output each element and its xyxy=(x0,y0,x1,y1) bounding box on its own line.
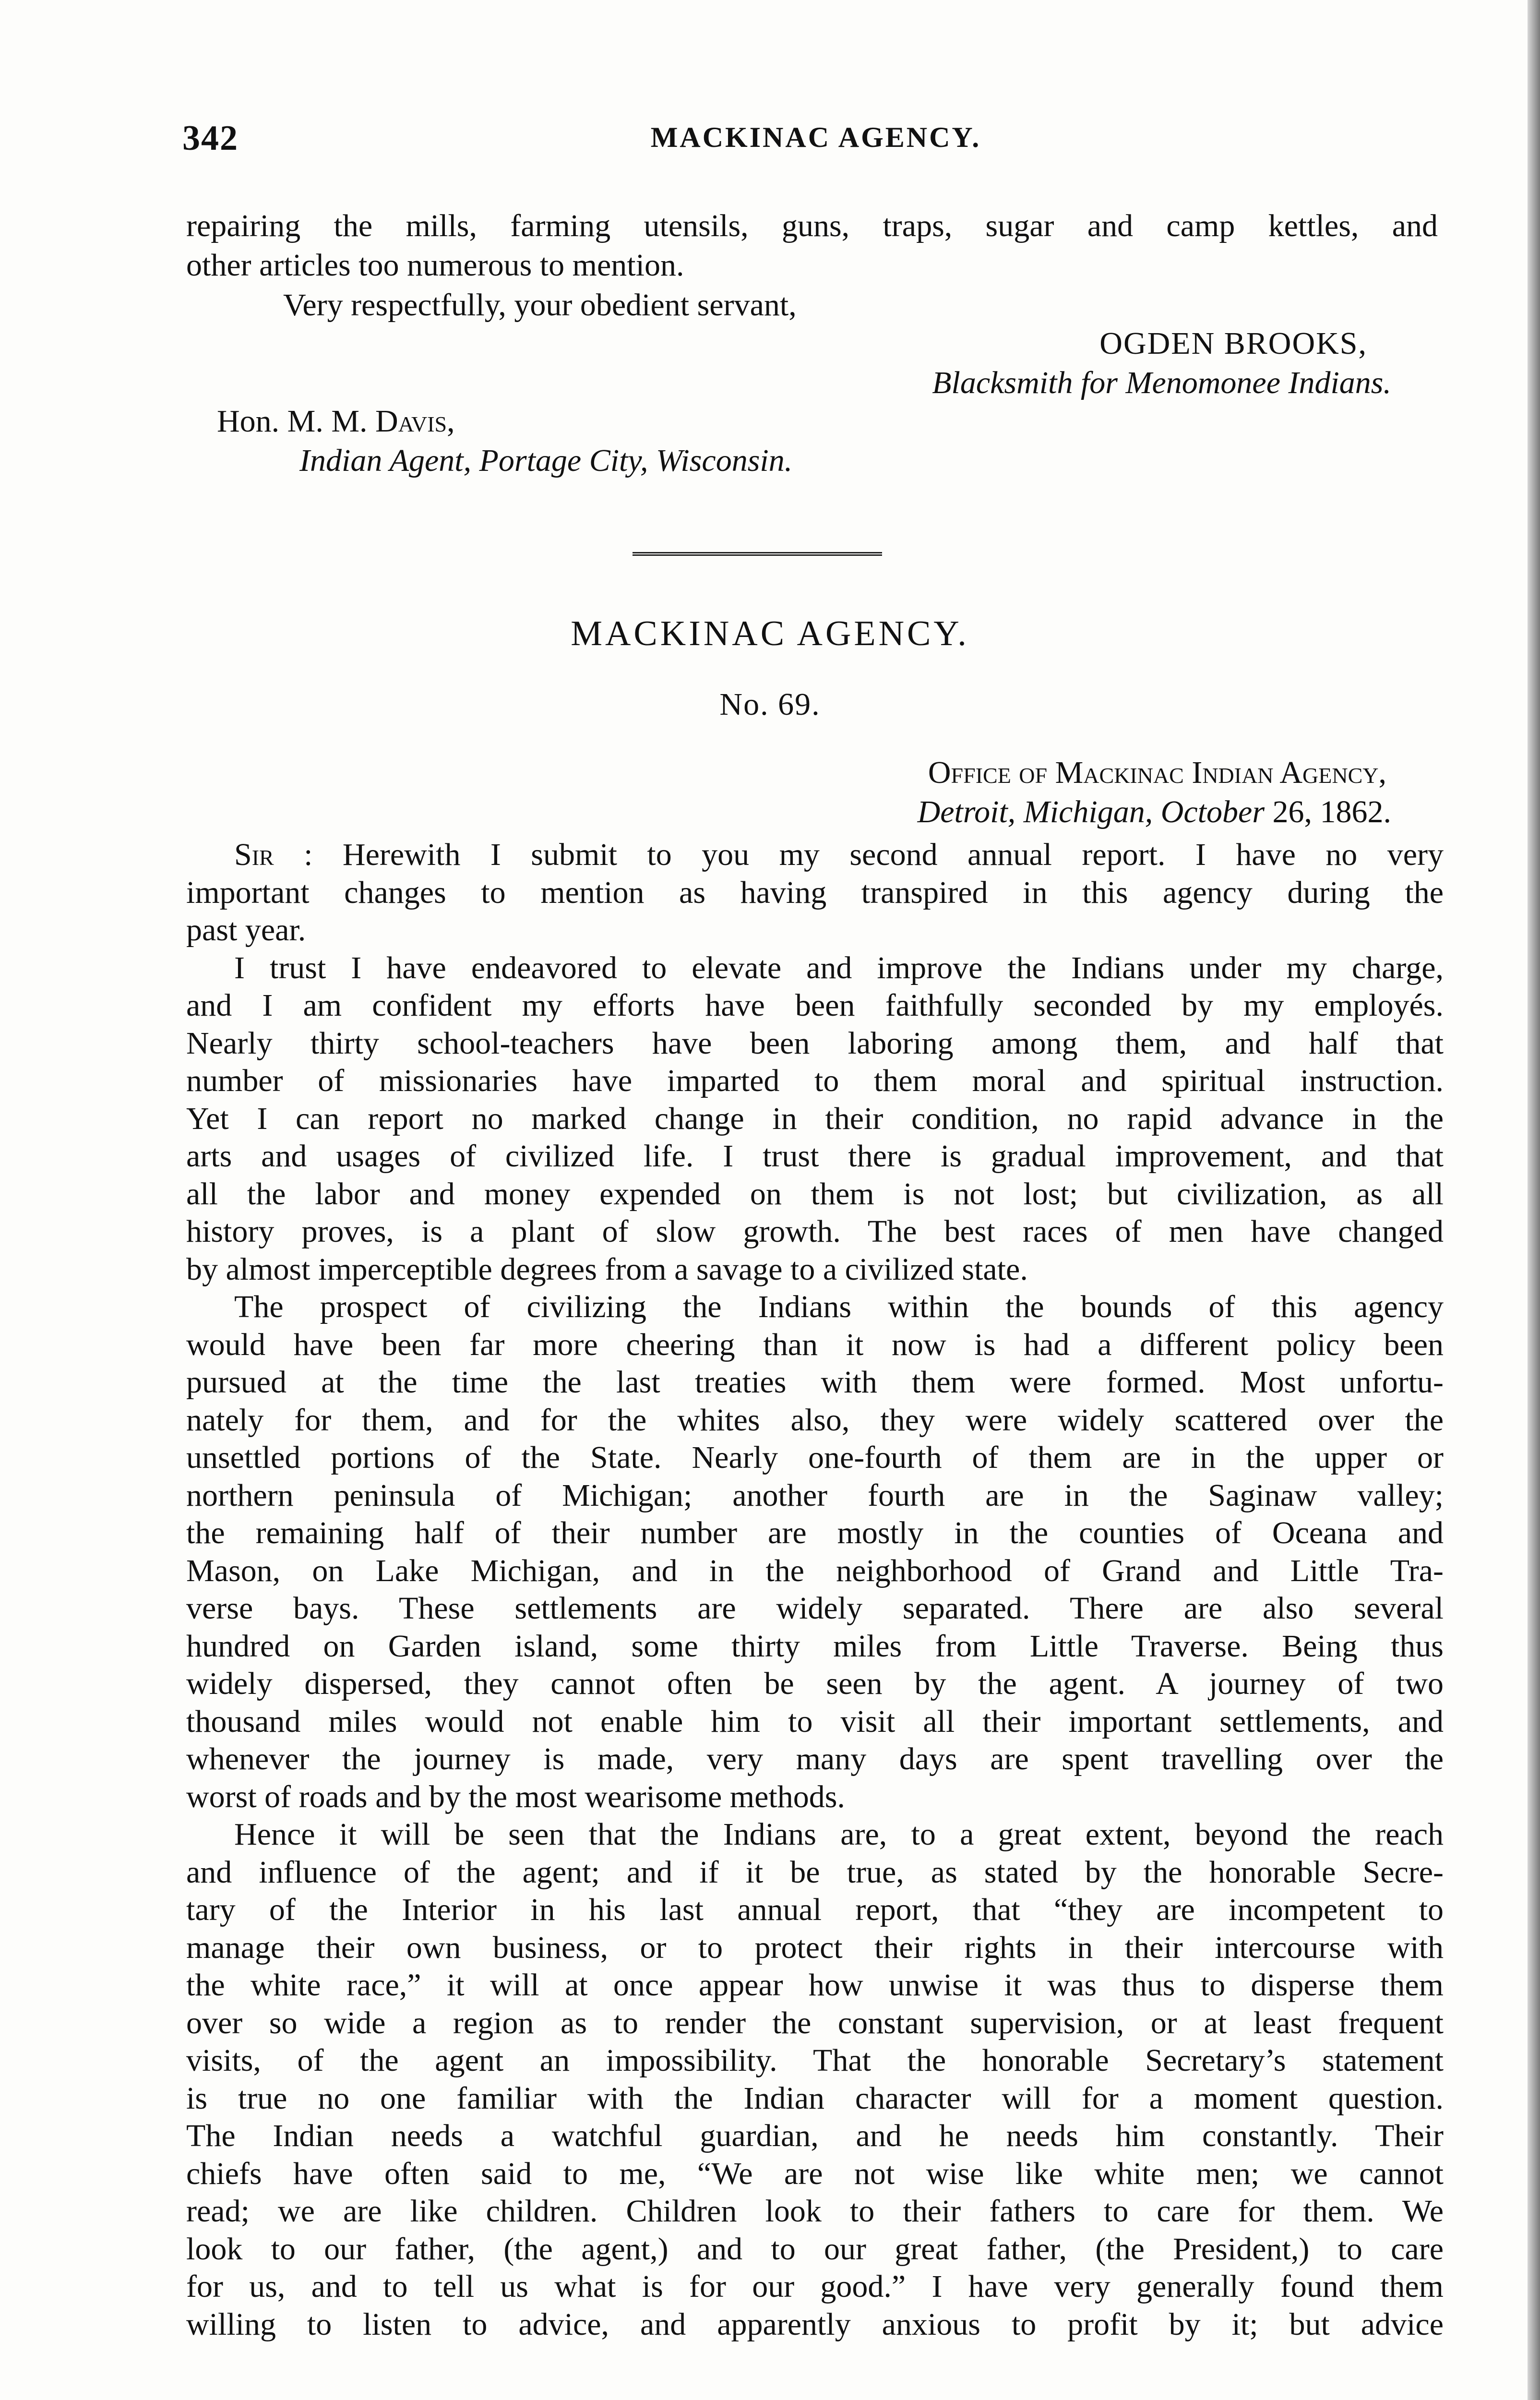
text-line: thousand miles would not enable him to visit all their important settlements, and xyxy=(186,1704,1444,1739)
text-line: northern peninsula of Michigan; another fourth are in the Saginaw valley; xyxy=(186,1477,1444,1513)
text-line: Yet I can report no marked change in their condition, no rapid advance in the xyxy=(186,1101,1444,1136)
letter-addressee xyxy=(217,403,455,440)
page-header xyxy=(182,118,1449,161)
text-line: hundred on Garden island, some thirty miles from Little Traverse. Being thus xyxy=(186,1628,1444,1664)
paragraph xyxy=(186,949,1444,1289)
letter-closing: Very respectfully, your obedient servant, xyxy=(283,288,797,323)
text-line: history proves, is a plant of slow growth. The best races of men have changed xyxy=(186,1214,1444,1249)
dateline-date: 26, 1862. xyxy=(1265,794,1391,829)
text-line: the remaining half of their number are mostly in the counties of Oceana and xyxy=(186,1515,1444,1550)
text-line: visits, of the agent an impossibility. That the honorable Secretary’s statement xyxy=(186,2043,1444,2078)
report-body xyxy=(186,836,1444,2343)
text-line: chiefs have often said to me, “We are not wise like white men; we cannot xyxy=(186,2156,1444,2191)
text-line: nately for them, and for the whites also, they were widely scattered over the xyxy=(186,1402,1444,1438)
text-line: I trust I have endeavored to elevate and improve the Indians under my charge, xyxy=(234,950,1444,985)
page-number: 342 xyxy=(182,119,239,158)
text-line: and I am confident my efforts have been faithfully seconded by my employés. xyxy=(186,988,1444,1023)
text-line: look to our father, (the agent,) and to our great father, (the President,) to care xyxy=(186,2231,1444,2267)
text-line: pursued at the time the last treaties with them were formed. Most unfortu- xyxy=(186,1365,1444,1400)
dateline xyxy=(918,794,1391,830)
text-line: important changes to mention as having transpired in this agency during the xyxy=(186,875,1444,910)
text-line: tary of the Interior in his last annual report, that “they are incompetent to xyxy=(186,1892,1444,1927)
text-line: unsettled portions of the State. Nearly one-fourth of them are in the upper or xyxy=(186,1440,1444,1475)
running-head: MACKINAC AGENCY. xyxy=(650,121,981,153)
text-line: other articles too numerous to mention. xyxy=(186,248,684,283)
text-line: number of missionaries have imparted to them moral and spiritual instruction. xyxy=(186,1063,1444,1098)
text-line: arts and usages of civilized life. I trust there is gradual improvement, and that xyxy=(186,1139,1444,1174)
text-line: Hence it will be seen that the Indians are, to a great extent, beyond the reach xyxy=(234,1817,1444,1852)
page-edge-shadow-right xyxy=(1528,0,1540,2400)
text-line: read; we are like children. Children look to their fathers to care for them. We xyxy=(186,2194,1444,2229)
document-number: No. 69. xyxy=(719,687,821,722)
text-line: The Indian needs a watchful guardian, and he needs him constantly. Their xyxy=(186,2118,1444,2153)
text-line: all the labor and money expended on them is not lost; but civilization, as all xyxy=(186,1176,1444,1212)
dateline-place: Detroit, Michigan, October xyxy=(917,794,1265,829)
salutation: Sir xyxy=(234,837,274,872)
paragraph xyxy=(186,1816,1444,2343)
paragraph xyxy=(186,1288,1444,1816)
text-line: the white race,” it will at once appear how unwise it was thus to disperse them xyxy=(186,1968,1444,2003)
text-line: past year. xyxy=(186,912,306,948)
letter-signer: OGDEN BROOKS, xyxy=(1099,326,1367,361)
section-title: MACKINAC AGENCY. xyxy=(571,614,969,653)
text-line: is true no one familiar with the Indian character will for a moment question. xyxy=(186,2080,1444,2116)
addressee-name: Davis, xyxy=(375,404,455,439)
text-line: manage their own business, or to protect their rights in their intercourse with xyxy=(186,1930,1444,1965)
text-line: would have been far more cheering than it now is had a different policy been xyxy=(186,1327,1444,1362)
text-line: over so wide a region as to render the constant supervision, or at least frequent xyxy=(186,2005,1444,2040)
text-line: Sir : Herewith I submit to you my second annual report. I have no very xyxy=(234,837,1444,872)
text-line: willing to listen to advice, and apparently anxious to profit by it; but advice xyxy=(186,2306,1444,2342)
addressee-prefix: Hon. M. M. xyxy=(217,404,376,439)
text-line: verse bays. These settlements are widely separated. There are also several xyxy=(186,1591,1444,1626)
text-line: widely dispersed, they cannot often be seen by the agent. A journey of two xyxy=(186,1666,1444,1701)
preceding-letter-text xyxy=(186,206,1438,285)
text-line: Mason, on Lake Michigan, and in the neighborhood of Grand and Little Tra- xyxy=(186,1553,1444,1588)
text-line: for us, and to tell us what is for our good.” I have very generally found them xyxy=(186,2269,1444,2304)
text-line: The prospect of civilizing the Indians within the bounds of this agency xyxy=(234,1289,1444,1324)
text-line: by almost imperceptible degrees from a savage to a civilized state. xyxy=(186,1251,1028,1287)
letter-signer-title: Blacksmith for Menomonee Indians. xyxy=(932,365,1391,400)
text-line: whenever the journey is made, very many days are spent travelling over the xyxy=(186,1741,1444,1776)
paragraph xyxy=(186,836,1444,949)
text-line: and influence of the agent; and if it be true, as stated by the honorable Secre- xyxy=(186,1854,1444,1890)
text-line: Nearly thirty school-teachers have been laboring among them, and half that xyxy=(186,1025,1444,1061)
text-line: worst of roads and by the most wearisome methods. xyxy=(186,1779,845,1814)
letter-addressee-title: Indian Agent, Portage City, Wisconsin. xyxy=(299,443,793,478)
section-divider-rule xyxy=(633,552,882,556)
office-heading: Office of Mackinac Indian Agency, xyxy=(928,755,1386,790)
text-line: repairing the mills, farming utensils, guns, traps, sugar and camp kettles, and xyxy=(186,208,1438,243)
